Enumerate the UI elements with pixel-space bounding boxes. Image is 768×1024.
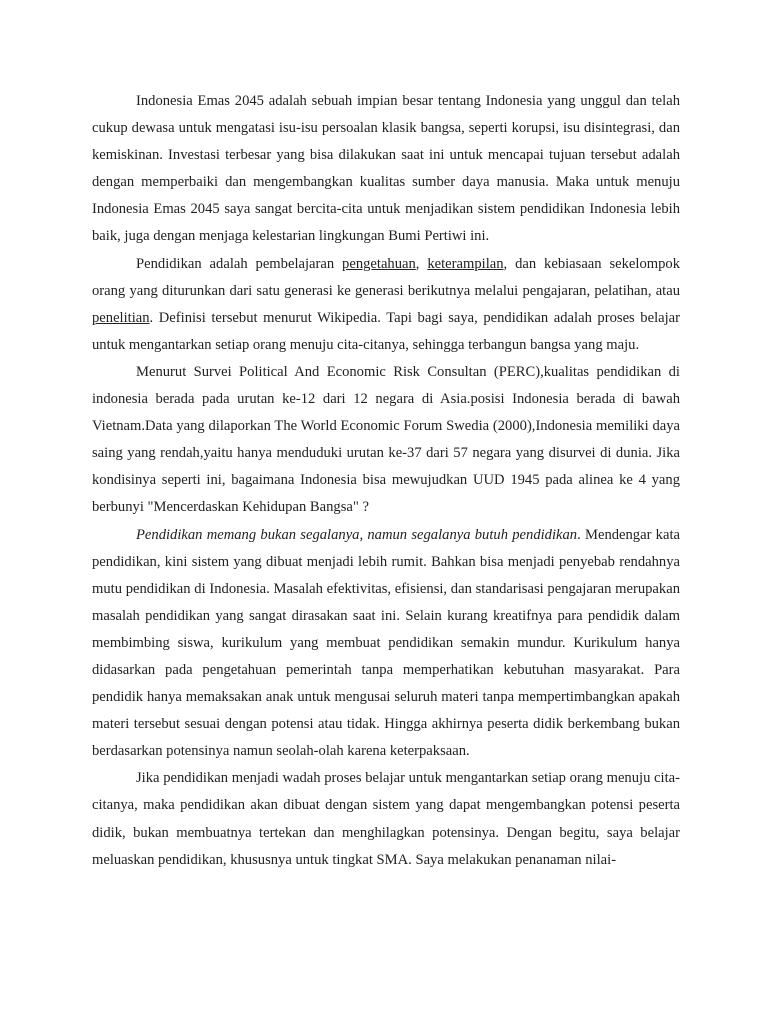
- paragraph-mutu-pendidikan: [92, 522, 680, 766]
- link-penelitian[interactable]: penelitian: [92, 309, 150, 326]
- paragraph-survei-perc: Menurut Survei Political And Economic Risk Consultan (PERC),kualitas pendidikan di indonesia berada pada urutan ke-12 dari 12 negara di Asia.posisi Indonesia berada di bawah Vietnam.Data yang dilaporkan The World Economic Forum Swedia (2000),Indonesia memiliki daya saing yang rendah,yaitu hanya menduduki urutan ke-37 dari 57 negara yang disurvei di dunia. Jika kondisinya seperti ini, bagaimana Indonesia bisa mewujudkan UUD 1945 pada alinea ke 4 yang berbunyi "Mencerdaskan Kehidupan Bangsa" ?: [92, 363, 680, 516]
- paragraph-definisi-pendidikan: [92, 251, 680, 359]
- link-pengetahuan[interactable]: pengetahuan: [342, 255, 416, 272]
- paragraph-wadah-belajar: Jika pendidikan menjadi wadah proses belajar untuk mengantarkan setiap orang menuju cita-citanya, maka pendidikan akan dibuat dengan sistem yang dapat mengembangkan potensi peserta didik, bukan membuatnya tertekan dan menghilagkan potensinya. Dengan begitu, saya belajar meluaskan pendidikan, khususnya untuk tingkat SMA. Saya melakukan penanaman nilai-: [92, 770, 680, 868]
- paragraph-text: Pendidikan adalah pembelajaran: [136, 255, 343, 272]
- paragraph-text: , dan kebiasaan sekelompok orang yang diturunkan dari satu generasi ke generasi berikutnya melalui pengajaran, pelatihan, atau: [92, 255, 680, 299]
- italic-quote: Pendidikan memang bukan segalanya, namun segalanya butuh pendidikan: [136, 526, 578, 543]
- paragraph-text: . Mendengar kata pendidikan, kini sistem yang dibuat menjadi lebih rumit. Bahkan bisa menjadi penyebab rendahnya mutu pendidikan di Indonesia. Masalah efektivitas, efisiensi, dan standarisasi pengajaran merupakan masalah pendidikan yang sangat dirasakan saat ini. Selain kurang kreatifnya para pendidik dalam membimbing siswa, kurikulum yang membuat pendidikan semakin mundur. Kurikulum hanya didasarkan pada pengetahuan pemerintah tanpa memperhatikan kebutuhan masyarakat. Para pendidik hanya memaksakan anak untuk mengusai seluruh materi tanpa mempertimbangkan apakah materi tersebut sesuai dengan potensi atau tidak. Hingga akhirnya peserta didik berkembang bukan berdasarkan potensinya namun seolah-olah karena keterpaksaan.: [92, 526, 680, 760]
- link-keterampilan[interactable]: keterampilan: [427, 255, 504, 272]
- paragraph-text: . Definisi tersebut menurut Wikipedia. Tapi bagi saya, pendidikan adalah proses belajar untuk mengantarkan setiap orang menuju cita-citanya, sehingga terbangun bangsa yang maju.: [92, 309, 680, 353]
- paragraph-indonesia-emas: Indonesia Emas 2045 adalah sebuah impian besar tentang Indonesia yang unggul dan telah cukup dewasa untuk mengatasi isu-isu persoalan klasik bangsa, seperti korupsi, isu disintegrasi, dan kemiskinan. Investasi terbesar yang bisa dilakukan saat ini untuk mencapai tujuan tersebut adalah dengan memperbaiki dan mengembangkan kualitas sumber daya manusia. Maka untuk menuju Indonesia Emas 2045 saya sangat bercita-cita untuk menjadikan sistem pendidikan Indonesia lebih baik, juga dengan menjaga kelestarian lingkungan Bumi Pertiwi ini.: [92, 93, 680, 245]
- paragraph-text: ,: [415, 255, 428, 272]
